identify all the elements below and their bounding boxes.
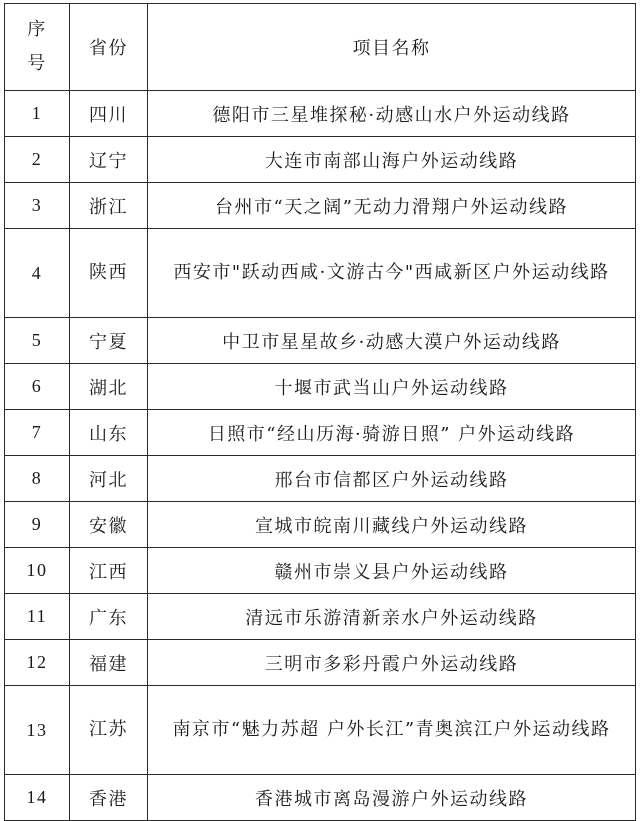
row-province: 广东	[70, 594, 148, 640]
row-project-name: 清远市乐游清新亲水户外运动线路	[148, 594, 636, 640]
row-number: 14	[5, 775, 70, 821]
row-project-name: 大连市南部山海户外运动线路	[148, 137, 636, 183]
row-project-name: 十堰市武当山户外运动线路	[148, 364, 636, 410]
row-province: 河北	[70, 456, 148, 502]
row-project-name: 邢台市信都区户外运动线路	[148, 456, 636, 502]
row-project-name: 南京市“魅力苏超 户外长江”青奥滨江户外运动线路	[148, 686, 636, 775]
row-project-name: 德阳市三星堆探秘·动感山水户外运动线路	[148, 91, 636, 137]
row-number: 3	[5, 183, 70, 229]
table-row	[5, 410, 636, 456]
row-province: 陕西	[70, 229, 148, 318]
row-project-name: 赣州市崇义县户外运动线路	[148, 548, 636, 594]
row-province: 福建	[70, 640, 148, 686]
table-row	[5, 364, 636, 410]
row-number: 7	[5, 410, 70, 456]
row-number: 6	[5, 364, 70, 410]
row-province: 江苏	[70, 686, 148, 775]
table-row	[5, 137, 636, 183]
row-number: 13	[5, 686, 70, 775]
row-province: 山东	[70, 410, 148, 456]
row-number: 4	[5, 229, 70, 318]
row-number: 11	[5, 594, 70, 640]
row-number: 9	[5, 502, 70, 548]
table-row	[5, 318, 636, 364]
row-province: 浙江	[70, 183, 148, 229]
row-project-name: 宣城市皖南川藏线户外运动线路	[148, 502, 636, 548]
row-project-name: 香港城市离岛漫游户外运动线路	[148, 775, 636, 821]
row-province: 四川	[70, 91, 148, 137]
table-row	[5, 775, 636, 821]
row-province: 江西	[70, 548, 148, 594]
table-row	[5, 91, 636, 137]
header-project-name: 项目名称	[148, 4, 636, 91]
row-number: 1	[5, 91, 70, 137]
table-row	[5, 183, 636, 229]
row-number: 10	[5, 548, 70, 594]
table-row	[5, 548, 636, 594]
row-number: 2	[5, 137, 70, 183]
row-project-name: 中卫市星星故乡·动感大漠户外运动线路	[148, 318, 636, 364]
header-row	[5, 4, 636, 91]
row-province: 辽宁	[70, 137, 148, 183]
row-number: 5	[5, 318, 70, 364]
row-province: 宁夏	[70, 318, 148, 364]
row-province: 香港	[70, 775, 148, 821]
header-province: 省份	[70, 4, 148, 91]
table-row	[5, 594, 636, 640]
table-row	[5, 686, 636, 775]
row-project-name: 台州市“天之阔”无动力滑翔户外运动线路	[148, 183, 636, 229]
table-row	[5, 502, 636, 548]
row-province: 湖北	[70, 364, 148, 410]
header-serial-line1: 序	[27, 19, 47, 40]
table-row	[5, 456, 636, 502]
row-project-name: 三明市多彩丹霞户外运动线路	[148, 640, 636, 686]
row-project-name: 西安市"跃动西咸·文游古今"西咸新区户外运动线路	[148, 229, 636, 318]
table-row	[5, 229, 636, 318]
row-project-name: 日照市“经山历海·骑游日照” 户外运动线路	[148, 410, 636, 456]
row-number: 12	[5, 640, 70, 686]
row-province: 安徽	[70, 502, 148, 548]
row-number: 8	[5, 456, 70, 502]
routes-table	[4, 3, 636, 821]
table-row	[5, 640, 636, 686]
header-serial-line2: 号	[27, 53, 47, 74]
header-serial-number	[5, 4, 70, 91]
